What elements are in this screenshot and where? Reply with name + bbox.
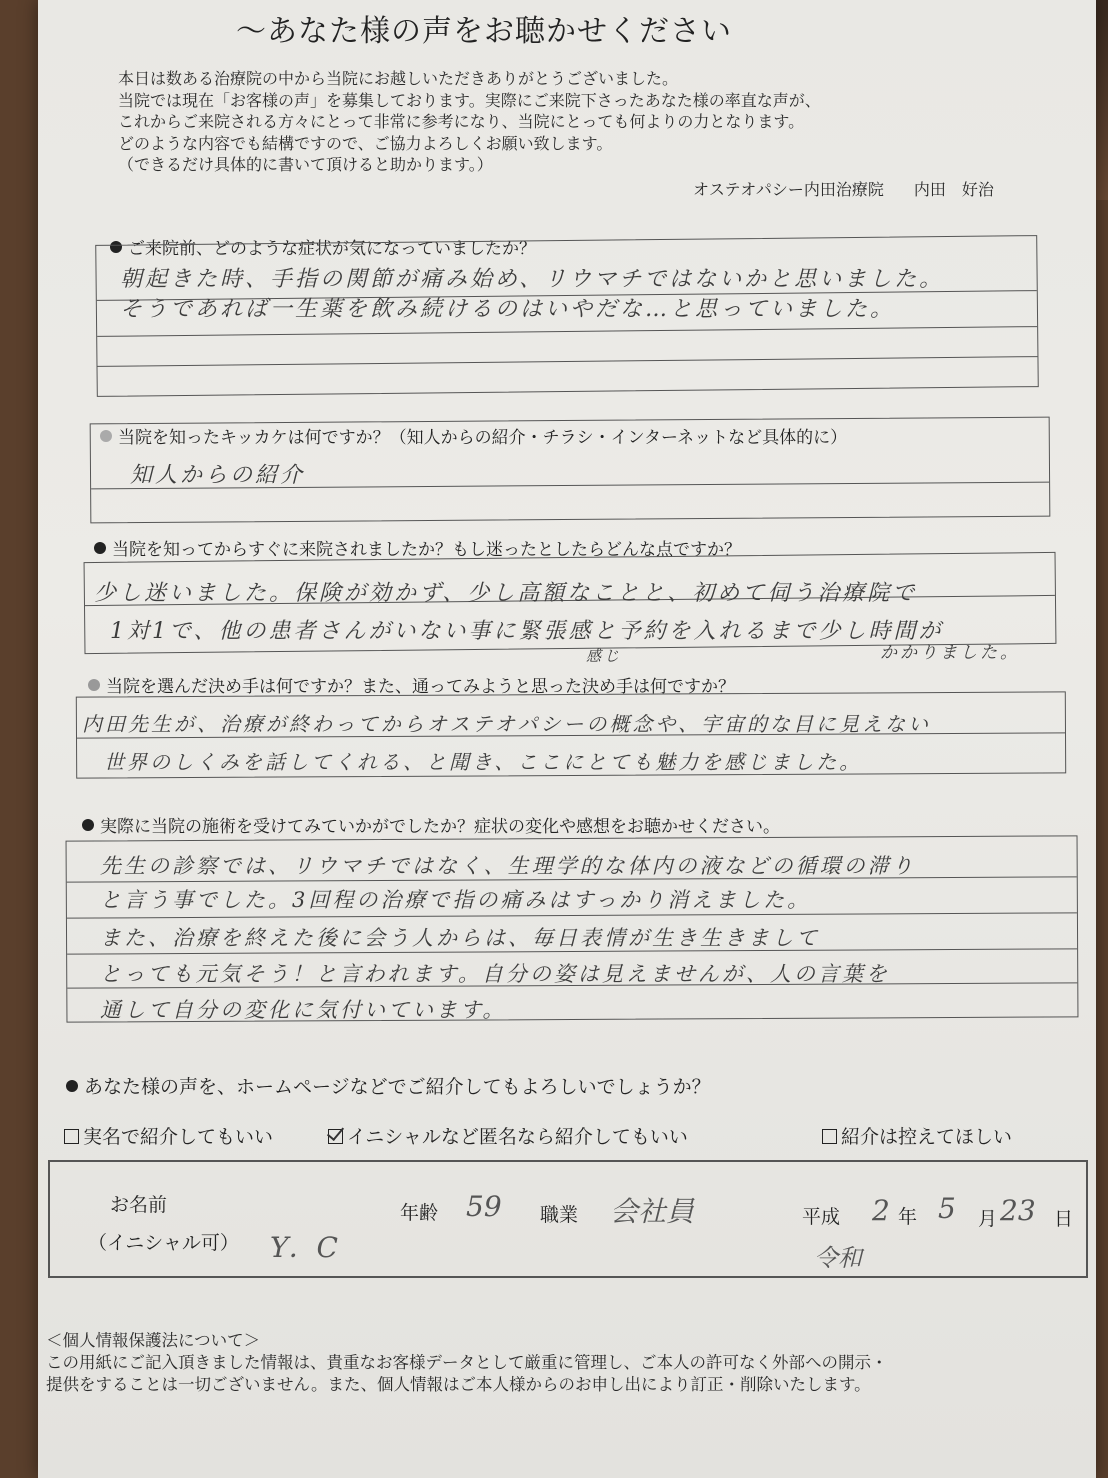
- question-label: 実際に当院の施術を受けてみていかがでしたか？症状の変化や感想をお聴かせください。: [100, 817, 780, 837]
- answer-5-line-4: とっても元気そう！と言われます。自分の姿は見えませんが、人の言葉を: [100, 962, 890, 986]
- bullet-icon: [82, 819, 94, 831]
- answer-4-line-2: 世界のしくみを話してくれる、と聞き、ここにとても魅力を感じました。: [104, 750, 863, 774]
- clinic-signature: [693, 177, 994, 200]
- rule-line: [97, 326, 1037, 337]
- answer-3-line-1: 少し迷いました。保険が効かず、少し高額なことと、初めて伺う治療院で: [94, 581, 918, 606]
- consent-option-decline[interactable]: [822, 1122, 1012, 1149]
- question-label: 当院を選んだ決め手は何ですか？また、通ってみようと思った決め手は何ですか？: [106, 677, 735, 697]
- intro-line: （できるだけ具体的に書いて頂けると助かります。）: [118, 155, 493, 174]
- bullet-icon: [66, 1080, 78, 1092]
- checkbox[interactable]: [822, 1129, 837, 1144]
- privacy-heading: ＜個人情報保護法について＞: [46, 1331, 261, 1350]
- survey-sheet: [38, 0, 1096, 1478]
- day-value: 23: [1000, 1194, 1036, 1227]
- intro-line: これからご来院される方々にとって非常に参考になり、当院にとっても何よりの力となります。: [118, 112, 805, 131]
- answer-5-line-1: 先生の診察では、リウマチではなく、生理学的な体内の液などの循環の滞り: [100, 854, 916, 878]
- consent-option-real-name[interactable]: [64, 1122, 273, 1149]
- checkbox-checked[interactable]: [328, 1129, 343, 1144]
- rule-line: [97, 356, 1037, 367]
- question-label: 当院を知ったキッカケは何ですか？（知人からの紹介・チラシ・インターネットなど具体的に）: [118, 428, 848, 448]
- job-value: 会社員: [610, 1195, 695, 1228]
- month-label: 月: [978, 1208, 998, 1230]
- privacy-notice: [46, 1330, 888, 1396]
- answer-3-line-2: 1対1で、他の患者さんがいない事に緊張感と予約を入れるまで少し時間が: [110, 619, 944, 644]
- bullet-icon: [94, 542, 106, 554]
- answer-5-line-3: また、治療を終えた後に会う人からは、毎日表情が生き生きまして: [100, 926, 820, 950]
- practitioner-name: 内田 好治: [913, 180, 994, 199]
- name-sub-label: （イニシャル可）: [88, 1232, 239, 1254]
- era-label: 平成: [802, 1206, 841, 1228]
- answer-4-line-1: 内田先生が、治療が終わってからオステオパシーの概念や、宇宙的な目に見えない: [82, 712, 931, 736]
- consent-question: [66, 1072, 711, 1099]
- age-label: 年齢: [400, 1202, 439, 1224]
- bullet-icon: [88, 679, 100, 691]
- intro-line: どのような内容でも結構ですので、ご協力よろしくお願い致します。: [118, 133, 613, 153]
- intro-text: [118, 68, 998, 176]
- answer-3-insert: 感じ: [586, 647, 623, 665]
- name-label: お名前: [110, 1194, 168, 1216]
- answer-3-line-3: かかりました。: [880, 643, 1020, 663]
- era-correction: 令和: [814, 1244, 862, 1272]
- privacy-line: この用紙にご記入頂きました情報は、貴重なお客様データとして厳重に管理し、ご本人の許可なく外部への開示・: [46, 1353, 888, 1372]
- name-value: Y．C: [270, 1231, 338, 1264]
- question-5: [82, 812, 780, 837]
- checkbox[interactable]: [64, 1129, 79, 1144]
- consent-option-anonymous[interactable]: [328, 1122, 688, 1149]
- answer-2-line-1: 知人からの紹介: [130, 463, 306, 488]
- consent-option-label: イニシャルなど匿名なら紹介してもいい: [347, 1126, 688, 1148]
- answer-5-line-5: 通して自分の変化に気付いています。: [100, 998, 507, 1022]
- consent-option-label: 紹介は控えてほしい: [841, 1126, 1013, 1148]
- intro-line: 当院では現在「お客様の声」を募集しております。実際にご来院下さったあなた様の率直な声が、: [118, 90, 821, 110]
- privacy-line: 提供をすることは一切ございません。また、個人情報はご本人様からのお申し出により訂正・削除いたします。: [46, 1375, 871, 1394]
- question-label: 当院を知ってからすぐに来院されましたか？もし迷ったとしたらどんな点ですか？: [112, 540, 741, 560]
- question-label: ご来院前、どのような症状が気になっていましたか？: [128, 239, 536, 259]
- day-label: 日: [1054, 1208, 1074, 1230]
- intro-line: 本日は数ある治療院の中から当院にお越しいただきありがとうございました。: [118, 69, 679, 88]
- year-label: 年: [898, 1206, 918, 1228]
- answer-1-line-1: 朝起きた時、手指の関節が痛み始め、リウマチではないかと思いました。: [120, 267, 945, 292]
- consent-question-label: あなた様の声を、ホームページなどでご紹介してもよろしいでしょうか？: [84, 1076, 711, 1098]
- age-value: 59: [466, 1190, 502, 1223]
- year-value: 2: [872, 1194, 890, 1227]
- answer-5-line-2: と言う事でした。3回程の治療で指の痛みはすっかり消えました。: [100, 888, 812, 912]
- job-label: 職業: [540, 1204, 579, 1226]
- month-value: 5: [938, 1192, 956, 1225]
- answer-1-line-2: そうであれば一生薬を飲み続けるのはいやだな…と思っていました。: [120, 297, 896, 322]
- consent-option-label: 実名で紹介してもいい: [83, 1126, 274, 1148]
- clinic-name: オステオパシー内田治療院: [693, 180, 884, 199]
- page-title: ～あなた様の声をお聴かせください: [236, 14, 732, 49]
